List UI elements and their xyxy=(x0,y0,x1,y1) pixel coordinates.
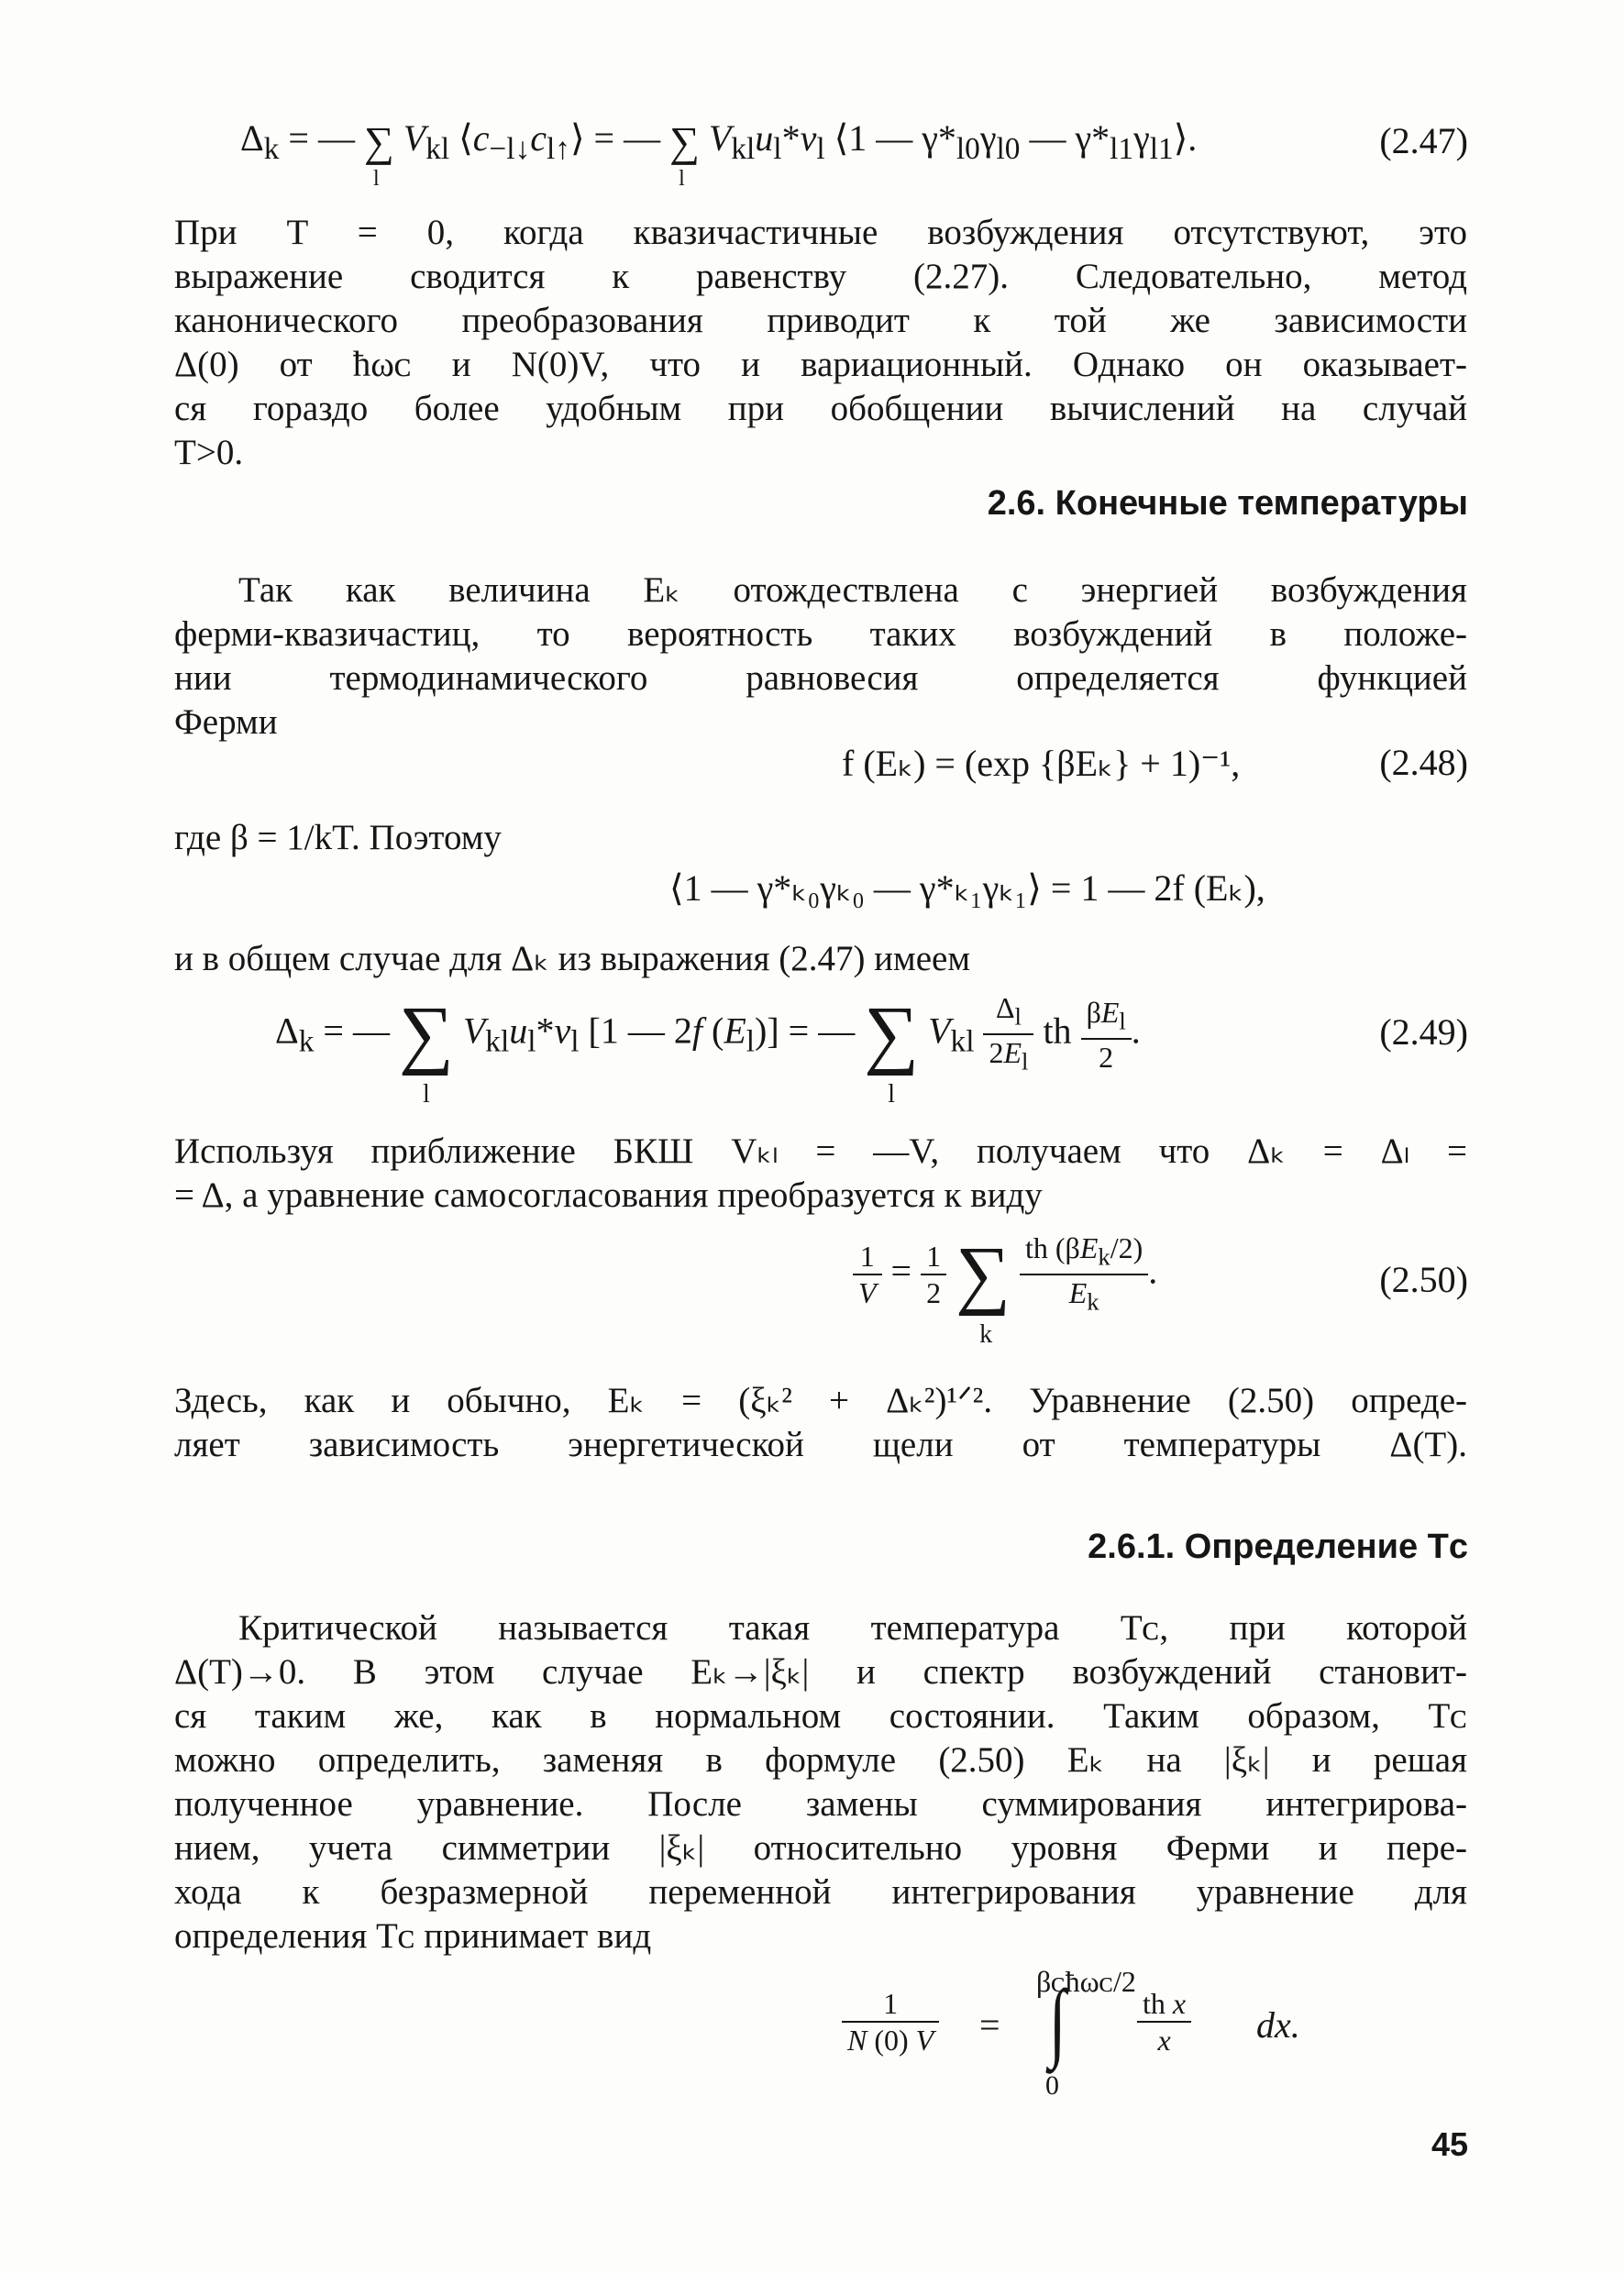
paragraph-3-line: Используя приближение БКШ Vₖₗ = —V, получаем что Δₖ = Δₗ = xyxy=(174,1131,1467,1171)
equation-2-48: f (Eₖ) = (exp {βEₖ} + 1)⁻¹, xyxy=(842,743,1241,784)
page-number: 45 xyxy=(1431,2125,1468,2163)
paragraph-5-line: ся таким же, как в нормальном состоянии. Таким образом, Tᴄ xyxy=(174,1696,1467,1736)
paragraph-2-line: нии термодинамического равновесия определяется функцией xyxy=(174,658,1467,698)
equation-number-2-48: (2.48) xyxy=(1379,742,1468,783)
paragraph-4 xyxy=(174,1379,1467,1467)
equation-number-2-50: (2.50) xyxy=(1379,1259,1468,1300)
paragraph-5-line: хода к безразмерной переменной интегрирования уравнение для xyxy=(174,1872,1467,1912)
paragraph-4-line: Здесь, как и обычно, Eₖ = (ξₖ² + Δₖ²)¹ᐟ². Уравнение (2.50) опреде- xyxy=(174,1381,1467,1420)
equation-tc-integral: $\frac{1}{N (0) V}$ = βᴄħωᴄ/2 ∫ 0 $\frac{\text{th x}}{x}$ dx. xyxy=(842,1962,1355,2109)
text-in-general xyxy=(174,937,1467,981)
equation-number-2-47: (2.47) xyxy=(1379,120,1468,161)
equation-gamma-identity: ⟨1 — γ*ₖ₀γₖ₀ — γ*ₖ₁γₖ₁⟩ = 1 — 2f (Eₖ), xyxy=(669,867,1265,909)
paragraph-1 xyxy=(174,211,1467,475)
section-heading-2-6-1: 2.6.1. Определение Tᴄ xyxy=(1088,1528,1468,1566)
paragraph-3-line: = Δ, а уравнение самосогласования преобразуется к виду xyxy=(174,1175,1043,1215)
paragraph-2-line: Так как величина Eₖ отождествлена с энергией возбуждения xyxy=(238,570,1467,610)
paragraph-1-line: ся гораздо более удобным при обобщении вычислений на случай xyxy=(174,389,1467,428)
paragraph-5-line: определения Tᴄ принимает вид xyxy=(174,1916,652,1956)
equation-2-49: $\Delta_k$ = — ∑ l $V_{kl}u_l*v_l$ [1 — 2f $(E_l)$] = — ∑ l $V_{kl}$ $\frac{\Delta_l}{2E_l}$ th $\frac{\beta E_l}{2}$ . xyxy=(275,991,1141,1109)
paragraph-5-line: нием, учета симметрии |ξₖ| относительно уровня Ферми и пере- xyxy=(174,1828,1467,1868)
integral-upper-limit: βᴄħωᴄ/2 xyxy=(1036,1965,1136,1998)
paragraph-5-line: Критической называется такая температура Tᴄ, при которой xyxy=(238,1608,1467,1648)
text-in-general-line: и в общем случае для Δₖ из выражения (2.47) имеем xyxy=(174,939,971,978)
equation-number-2-49: (2.49) xyxy=(1379,1011,1468,1053)
paragraph-5-line: можно определить, заменяя в формуле (2.50) Eₖ на |ξₖ| и решая xyxy=(174,1740,1467,1780)
paragraph-2 xyxy=(174,568,1467,745)
paragraph-1-line: канонического преобразования приводит к той же зависимости xyxy=(174,301,1467,340)
paragraph-1-line: T>0. xyxy=(174,433,244,472)
paragraph-5-line: Δ(T)→0. В этом случае Eₖ→|ξₖ| и спектр возбуждений становит- xyxy=(174,1652,1467,1692)
text-where-beta xyxy=(174,816,1467,860)
paragraph-1-line: При T = 0, когда квазичастичные возбуждения отсутствуют, это xyxy=(174,213,1467,252)
paragraph-5 xyxy=(174,1606,1467,1959)
paragraph-2-line: ферми-квазичастиц, то вероятность таких возбуждений в положе- xyxy=(174,614,1467,654)
paragraph-4-line: ляет зависимость энергетической щели от температуры Δ(T). xyxy=(174,1425,1467,1464)
paragraph-2-line: Ферми xyxy=(174,702,278,742)
equation-2-47: $\Delta_k$ = — ∑ l $V_{kl}$ $⟨c_{-l↓}c_{l↑}⟩$ = — ∑ l $V_{kl}u_l*v_l$ ⟨1 — $\gamma*_{l0}\gamma_{l0}$ — $\gamma*_{l1}\gamma_{l1}⟩$. xyxy=(240,117,1198,191)
paragraph-5-line: полученное уравнение. После замены суммирования интегрирова- xyxy=(174,1784,1467,1824)
paragraph-1-line: выражение сводится к равенству (2.27). Следовательно, метод xyxy=(174,257,1467,296)
paragraph-3 xyxy=(174,1130,1467,1218)
equation-2-50: $\frac{1}{V}$ = $\frac{1}{2}$ ∑ k $\frac{th (\beta E_k/2)}{E_k}$ . xyxy=(853,1230,1157,1319)
paragraph-1-line: Δ(0) от ħωᴄ и N(0)V, что и вариационный. Однако он оказывает- xyxy=(174,345,1467,384)
integral-differential: dx. xyxy=(1256,2004,1300,2046)
section-heading-2-6: 2.6. Конечные температуры xyxy=(987,484,1468,523)
integral-lower-limit: 0 xyxy=(1045,2070,1059,2101)
text-where-beta-line: где β = 1/kT. Поэтому xyxy=(174,818,502,857)
